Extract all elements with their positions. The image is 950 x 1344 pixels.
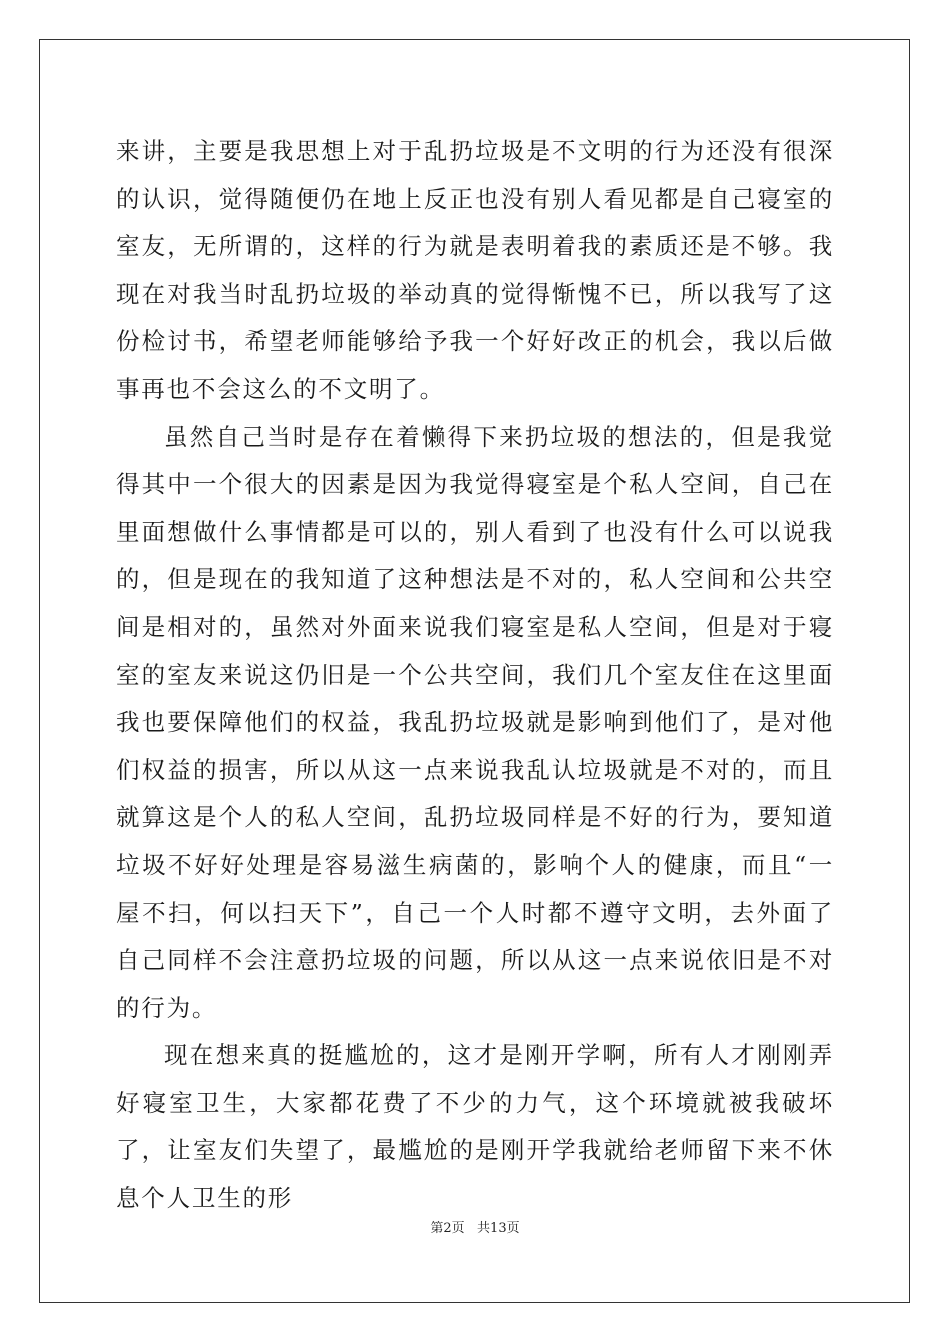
document-body xyxy=(116,128,834,1223)
paragraph-3: 现在想来真的挺尴尬的，这才是刚开学啊，所有人才刚刚弄好寝室卫生，大家都花费了不少的力气，这个环境就被我破坏了，让室友们失望了，最尴尬的是刚开学我就给老师留下来不休息个人卫生的形 xyxy=(116,1041,834,1213)
paragraph-2: 虽然自己当时是存在着懒得下来扔垃圾的想法的，但是我觉得其中一个很大的因素是因为我觉得寝室是个私人空间，自己在里面想做什么事情都是可以的，别人看到了也没有什么可以说我的，但是现在的我知道了这种想法是不对的，私人空间和公共空间是相对的，虽然对外面来说我们寝室是私人空间，但是对于寝室的室友来说这仍旧是一个公共空间，我们几个室友住在这里面我也要保障他们的权益，我乱扔垃圾就是影响到他们了，是对他们权益的损害，所以从这一点来说我乱认垃圾就是不对的，而且就算这是个人的私人空间，乱扔垃圾同样是不好的行为，要知道垃圾不好好处理是容易滋生病菌的，影响个人的健康，而且“一屋不扫，何以扫天下”，自己一个人时都不遵守文明，去外面了自己同样不会注意扔垃圾的问题，所以从这一点来说依旧是不对的行为。 xyxy=(116,422,834,1022)
page-number-footer: 第2页 共13页 xyxy=(430,1221,520,1236)
paragraph-1: 来讲，主要是我思想上对于乱扔垃圾是不文明的行为还没有很深的认识，觉得随便仍在地上反正也没有别人看见都是自己寝室的室友，无所谓的，这样的行为就是表明着我的素质还是不够。我现在对我当时乱扔垃圾的举动真的觉得惭愧不已，所以我写了这份检讨书，希望老师能够给予我一个好好改正的机会，我以后做事再也不会这么的不文明了。 xyxy=(116,137,834,403)
